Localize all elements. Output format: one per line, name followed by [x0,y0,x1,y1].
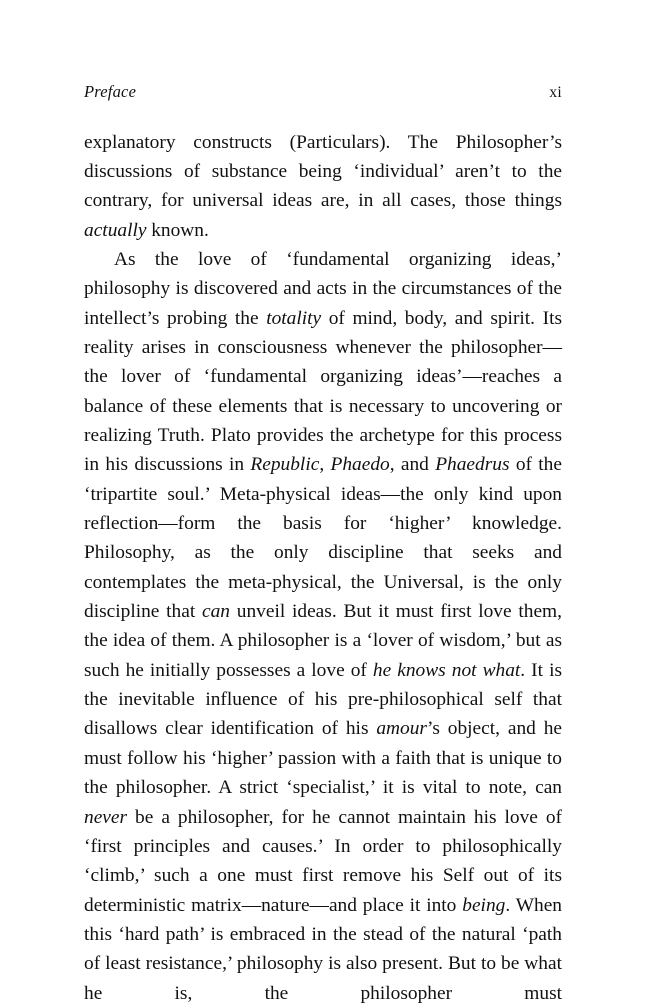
body-text [84,128,562,1008]
running-head [84,82,562,103]
page-number: xi [549,84,562,101]
emphasis-text: totality [266,307,322,329]
para-1 [84,128,562,245]
body-run: . It is the inevitable influence of his pre-philosophical self that disallows clear identification of his [84,659,562,740]
body-run: be a philosopher, for he cannot maintain his love of ‘first principles and causes.’ In order to philosophically ‘climb,’ such a one must first remove his Self out of its deterministic matrix—nature—and place it into [84,806,562,916]
page-content [84,82,562,1008]
emphasis-text: actually [84,219,147,241]
body-run: , and [389,454,436,476]
body-run: of mind, body, and spirit. Its reality arises in consciousness whenever the philosopher—the lover of ‘fundamental organizing ideas’—reaches a balance of these elements that is necessary to uncovering or realizing Truth. Plato provides the archetype for this process in his discussions in [84,307,563,476]
body-run: explanatory constructs (Particulars). The Philosopher’s discussions of substance being ‘individual’ aren’t to the contrary, for universal ideas are, in all cases, those things [84,131,562,212]
emphasis-text: he knows not what [372,659,521,681]
body-run: of the ‘tripartite soul.’ Meta-physical ideas—the only kind upon reflection—form the basis for ‘higher’ knowledge. Philosophy, as the only discipline that seeks and contemplates the meta-physical, the Universal, is the only discipline that [84,454,562,623]
emphasis-text: being [462,894,506,916]
emphasis-text: amour [376,718,427,740]
emphasis-text: Republic [250,454,320,476]
emphasis-text: Phaedo [330,454,390,476]
body-run: ’s object, and he must follow his ‘higher’ passion with a faith that is unique to the philosopher. A strict ‘specialist,’ it is vital to note, can [84,718,562,799]
body-run: . When this ‘hard path’ is embraced in the stead of the natural ‘path of least resistance,’ philosophy is also present. But to be what he is, the philosopher must [84,894,563,1004]
emphasis-text: can [202,601,230,623]
body-run: known. [146,219,209,241]
body-run: unveil ideas. But it must first love them, the idea of them. A philosopher is a ‘lover of wisdom,’ but as such he initially possesses a love of [84,601,562,681]
emphasis-text: never [84,806,128,828]
running-head-title: Preface [84,82,137,101]
emphasis-text: Phaedrus [435,454,510,476]
body-run: , [319,454,331,476]
para-2 [84,245,562,1008]
body-run: As the love of ‘fundamental organizing ideas,’ philosophy is discovered and acts in the circumstances of the intellect’s probing the [84,248,562,329]
